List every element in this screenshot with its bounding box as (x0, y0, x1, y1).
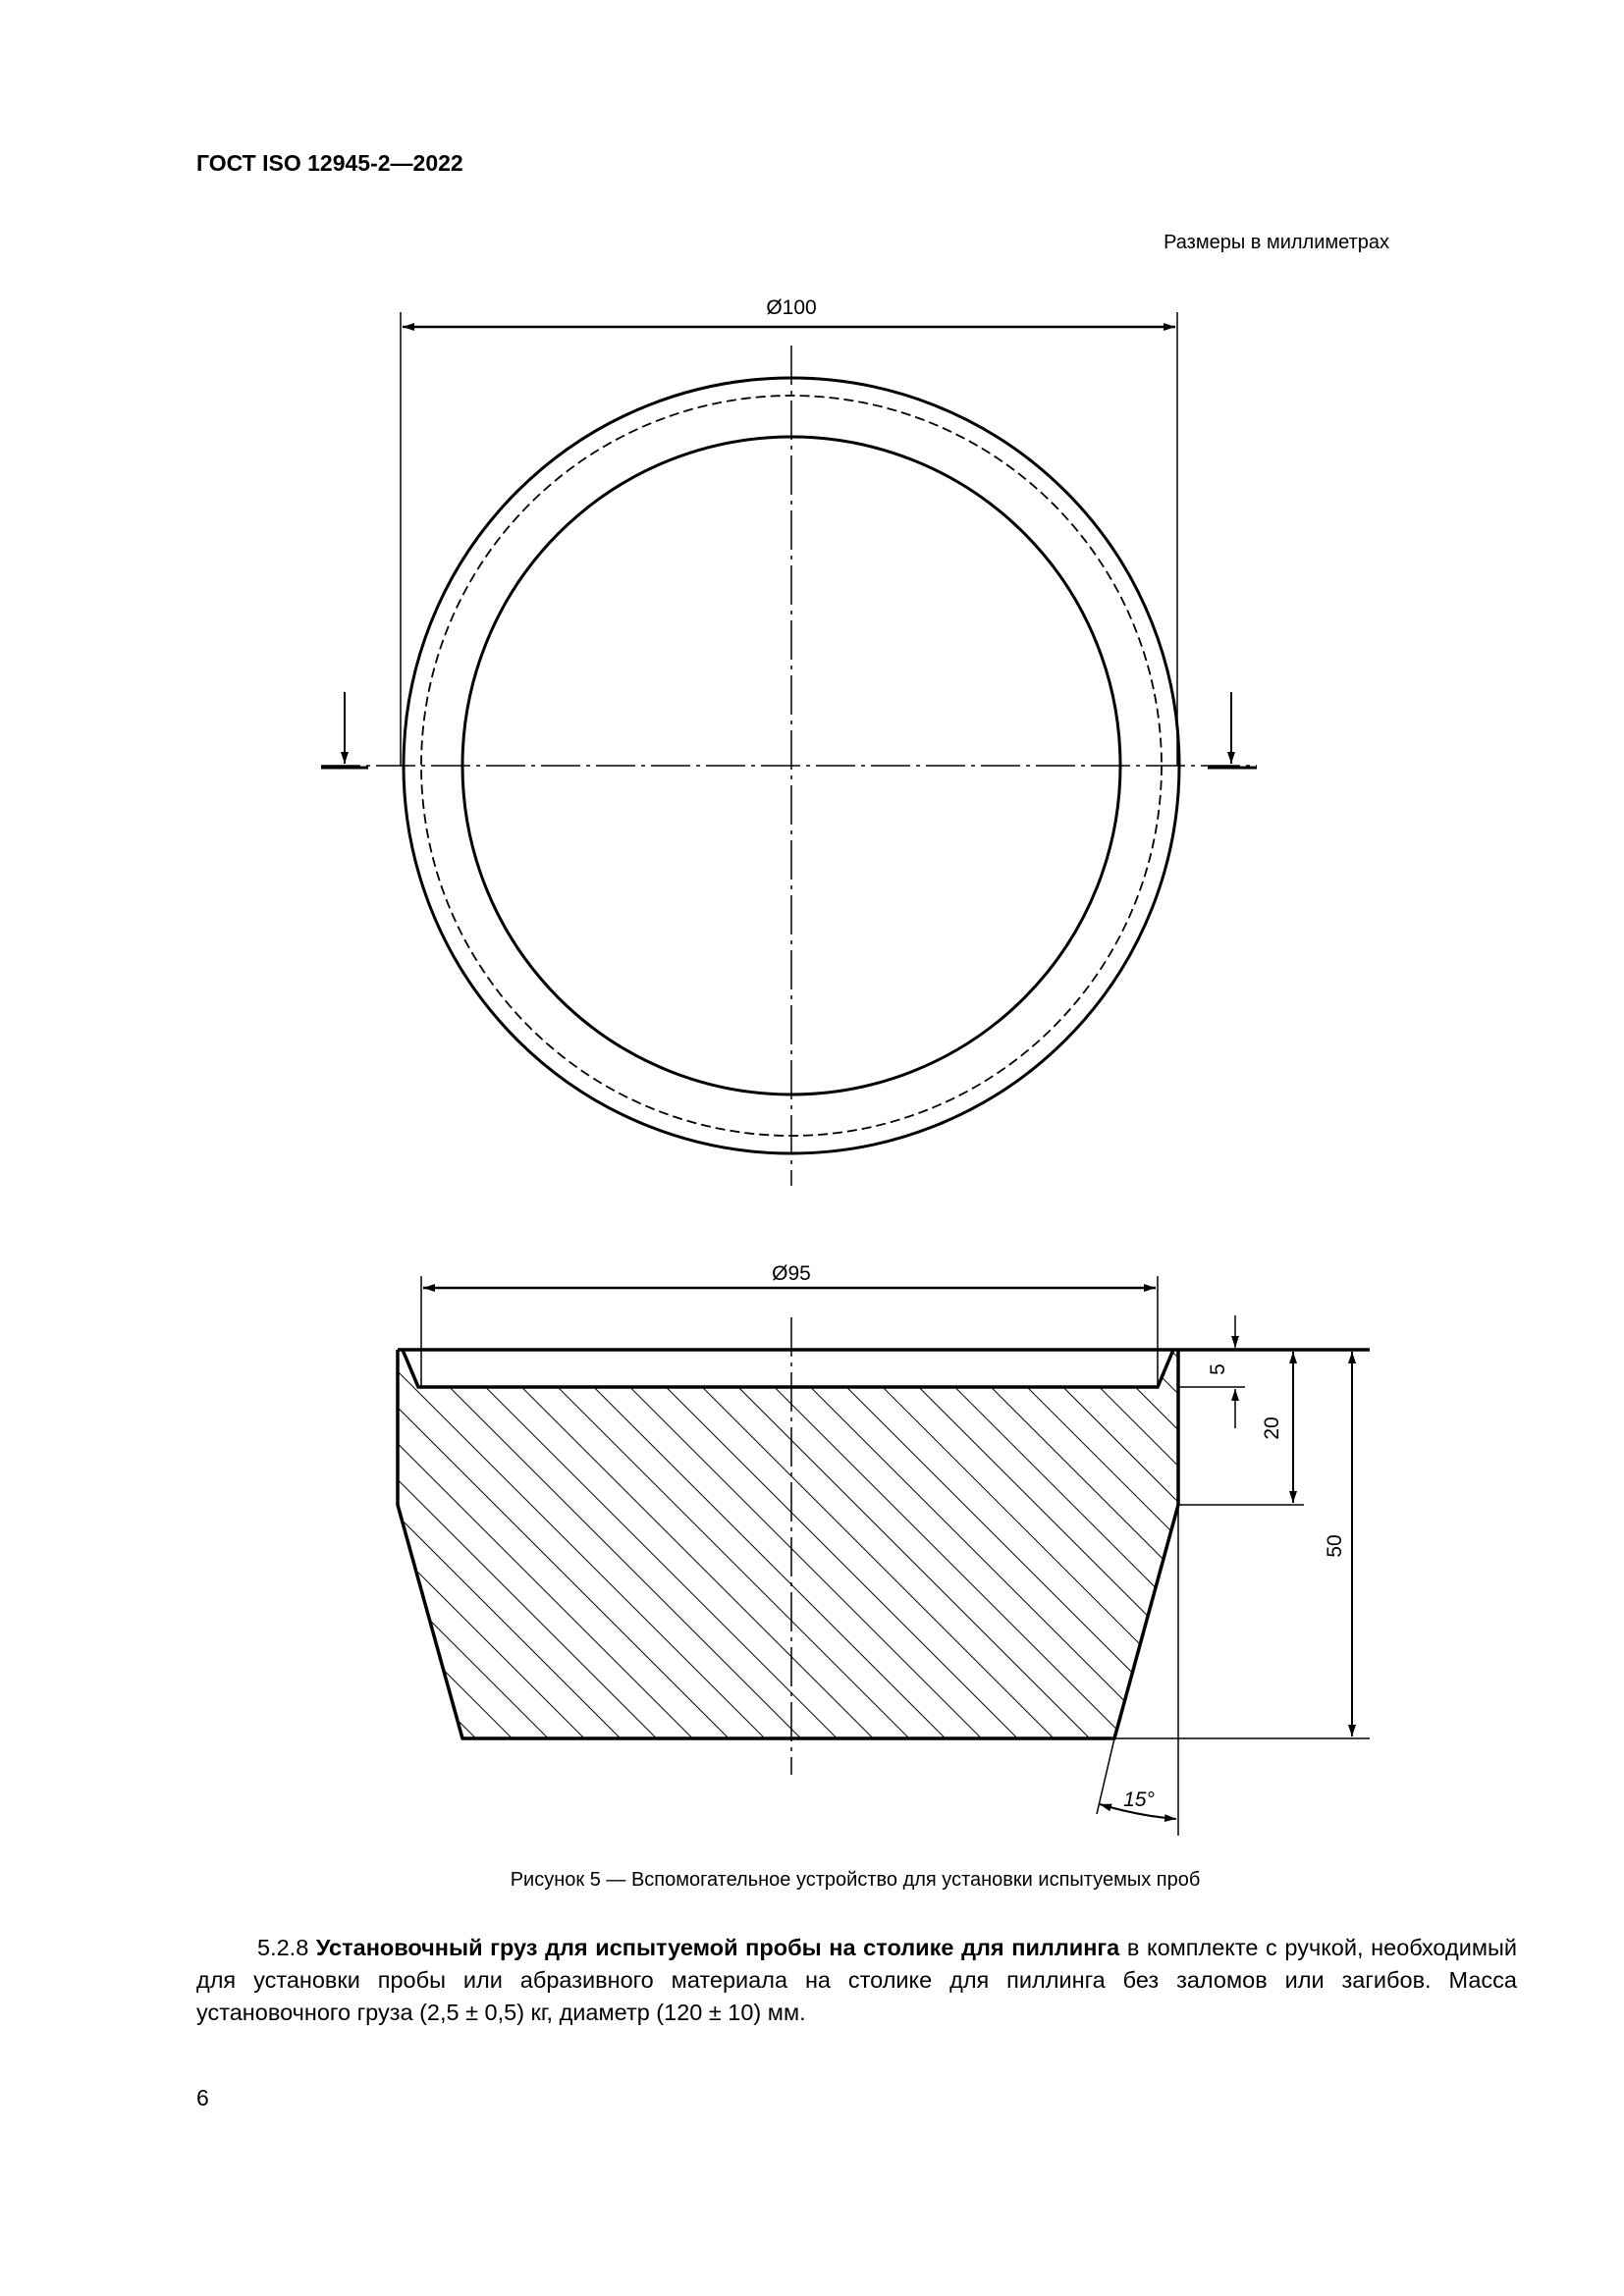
page-number: 6 (196, 2085, 209, 2110)
document-header: ГОСТ ISO 12945-2—2022 (196, 150, 463, 176)
clause-term: Установочный груз для испытуемой пробы на столике для пиллинга (315, 1935, 1120, 1960)
angle-extension-line (1097, 1738, 1114, 1814)
dim-50-label: 50 (1324, 1534, 1346, 1558)
dim-5-label: 5 (1207, 1363, 1229, 1375)
section-view (398, 1276, 1370, 1836)
hatched-section (398, 1350, 1178, 1738)
recess-outline (403, 1350, 1173, 1387)
diameter-95-label: Ø95 (772, 1262, 811, 1285)
figure-caption: Рисунок 5 — Вспомогательное устройство для установки испытуемых проб (510, 1869, 1201, 1891)
clause-number: 5.2.8 (257, 1935, 309, 1960)
top-view (321, 312, 1257, 1186)
dim-20-label: 20 (1261, 1416, 1283, 1440)
units-note: Размеры в миллиметрах (1164, 232, 1389, 253)
clause-text: в комплекте с ручкой, необходимый для установки пробы или абразивного материала на столике для пиллинга без заломов или загибов. Масса установочного груза (2,5 ± 0,5) кг, диаметр (120 ± 10) мм. (196, 1935, 1517, 2025)
angle-label: 15° (1123, 1789, 1155, 1811)
diameter-100-label: Ø100 (766, 296, 817, 319)
paragraph-5-2-8 (196, 1932, 1517, 2029)
